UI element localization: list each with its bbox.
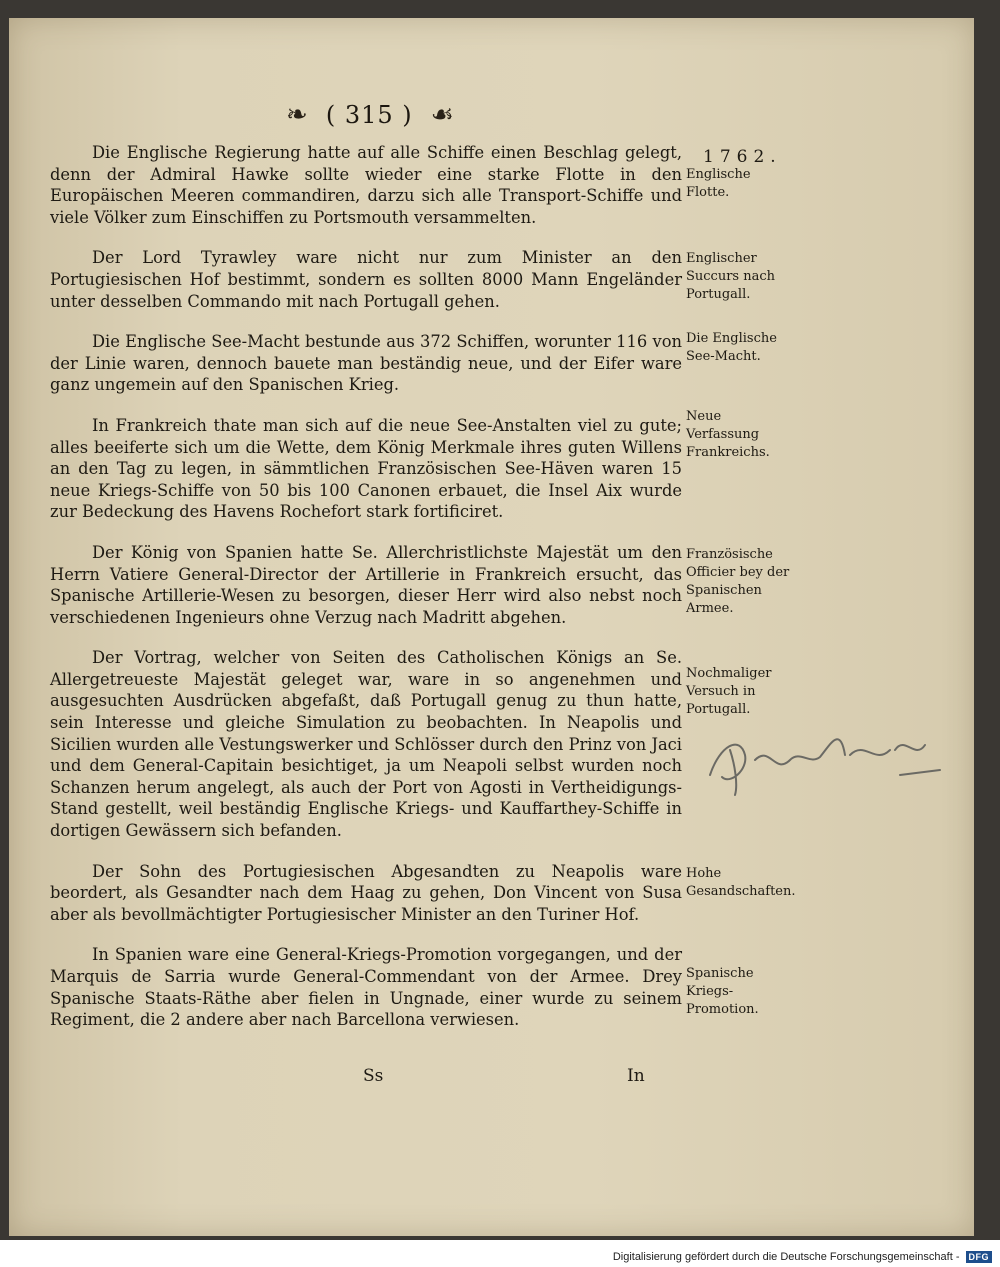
margin-note: Hohe Gesandschaften. <box>686 866 796 899</box>
left-ornament-icon: ❧ <box>286 100 308 130</box>
dfg-logo: DFG <box>966 1251 993 1263</box>
footer-text: Digitalisierung gefördert durch die Deutsche Forschungsgemeinschaft - <box>612 1251 960 1263</box>
margin-note: Spanische Kriegs-Promotion. <box>686 966 759 1017</box>
page-header <box>255 100 485 130</box>
paragraph: Der König von Spanien hatte Se. Allerchristlichste Majestät um den Herrn Vatiere General-Director der Artillerie in Frankreich ersucht, das Spanische Artillerie-Wesen zu besorgen, dieser Herr wird also nebst noch verschiedenen Ingenieurs ohne Verzug nach Madritt abgehen. <box>50 542 682 627</box>
margin-note: Neue Verfassung Frankreichs. <box>686 409 770 460</box>
margin-note: Nochmaliger Versuch in Portugall. <box>686 666 772 717</box>
margin-note: Englischer Succurs nach Portugall. <box>686 251 776 302</box>
paragraph: Der Vortrag, welcher von Seiten des Catholischen Königs an Se. Allergetreueste Majestät geleget war, ware in so angenehmen und ausgesuchten Ausdrücken abgefaßt, daß Portugall genug zu thun hatte, sein Interesse und gleiche Simulation zu beobachten. In Neapolis und Sicilien wurden alle Vestungswerker und Schlösser durch den Prinz von Jaci und dem General-Capitain besichtiget, ja um Neapoli selbst wurden noch Schanzen herum angelegt, als auch der Port von Agosti in Vertheidigungs-Stand gestellt, weil beständig Englische Kriegs- und Kauffarthey-Schiffe in dortigen Gewässern sich befanden. <box>50 648 682 841</box>
margin-note: Französische Officier bey der Spanischen Armee. <box>686 547 790 616</box>
paragraph: In Spanien ware eine General-Kriegs-Promotion vorgegangen, und der Marquis de Sarria wurde General-Commendant von der Armee. Drey Spanische Staats-Räthe aber fielen in Ungnade, einer wurde zu seinem Regiment, die 2 andere aber nach Barcellona verwiesen. <box>50 945 682 1030</box>
page-number: ( 315 ) <box>325 101 413 129</box>
paragraph: Die Englische Regierung hatte auf alle Schiffe einen Beschlag gelegt, denn der Admiral Hawke sollte wieder eine starke Flotte in den Europäischen Meeren commandiren, darzu sich alle Transport-Schiffe und viele Völker zum Einschiffen zu Portsmouth versammelten. <box>50 143 682 227</box>
paragraph: In Frankreich thate man sich auf die neue See-Anstalten viel zu gute; alles beeiferte sich um die Wette, dem König Merkmale ihres guten Willens an den Tag zu legen, in sämmtlichen Französischen See-Häven waren 15 neue Kriegs-Schiffe von 50 bis 100 Canonen erbauet, die Insel Aix wurde zur Bedeckung des Havens Rochefort stark fortificiret. <box>50 415 682 522</box>
paragraph: Der Sohn des Portugiesischen Abgesandten zu Neapolis ware beordert, als Gesandter nach dem Haag zu gehen, Don Vincent von Susa aber als bevollmächtigter Portugiesischer Minister an den Turiner Hof. <box>50 861 682 924</box>
margin-note: Die Englische See-Macht. <box>686 331 777 364</box>
year-heading: 1762. <box>703 147 782 167</box>
catchword: Ss <box>363 1066 384 1086</box>
main-text <box>50 142 682 1047</box>
paragraph: Die Englische See-Macht bestunde aus 372 Schiffen, worunter 116 von der Linie waren, dennoch bauete man beständig neue, und der Eifer ware ganz ungemein auf den Spanischen Krieg. <box>50 332 682 395</box>
margin-note: Englische Flotte. <box>686 167 751 200</box>
right-ornament-icon: ☙ <box>430 100 454 130</box>
catchword: In <box>627 1066 645 1086</box>
footer-credit <box>613 1248 992 1266</box>
paragraph: Der Lord Tyrawley ware nicht nur zum Minister an den Portugiesischen Hof bestimmt, sondern es sollten 8000 Mann Engeländer unter desselben Commando mit nach Portugall gehen. <box>50 248 682 311</box>
handwritten-signature <box>700 715 950 805</box>
